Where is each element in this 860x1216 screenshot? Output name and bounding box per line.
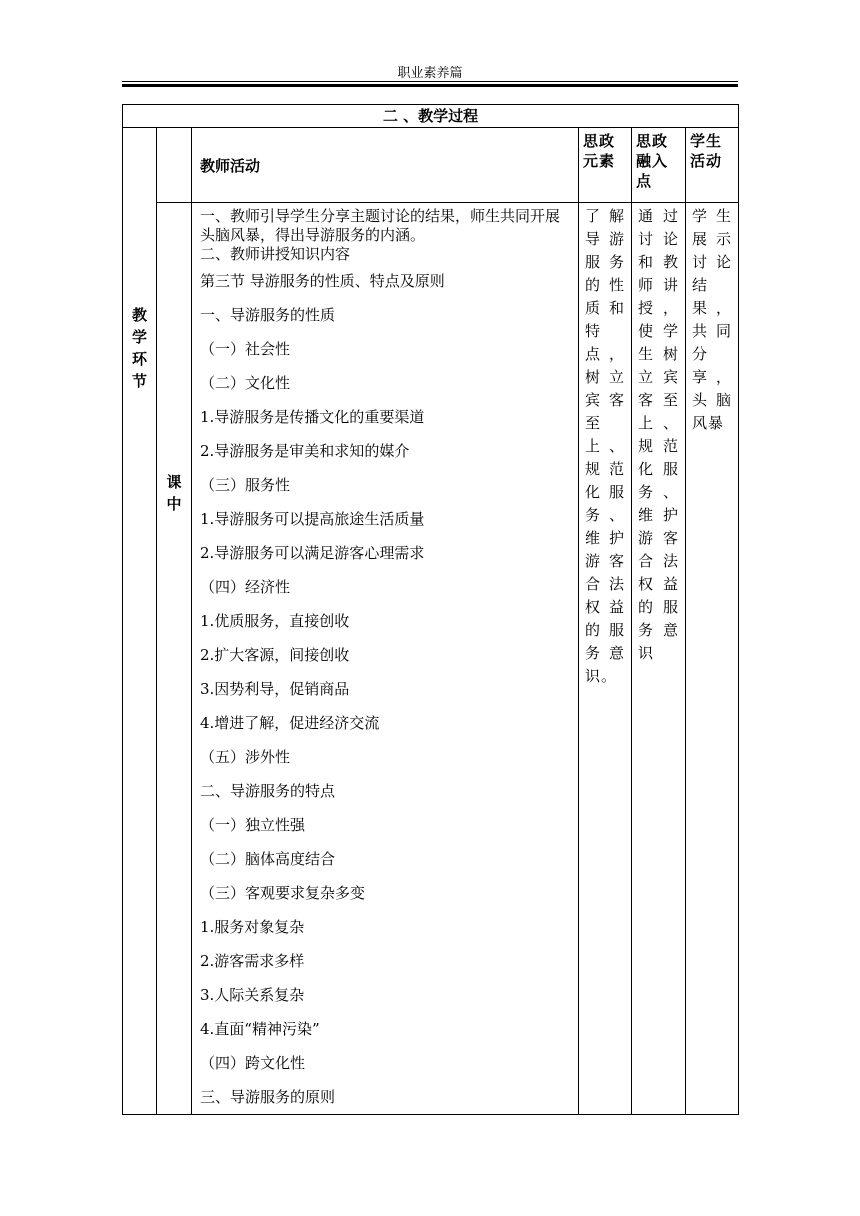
content-line: （一）社会性 [200,340,291,358]
stage-header-empty [157,128,192,203]
content-line: 2.游客需求多样 [200,952,305,970]
content-line: （一）独立性强 [200,816,306,834]
section-title: 二 、教学过程 [123,105,739,128]
content-line: 1.服务对象复杂 [200,918,305,936]
teaching-process-table [122,104,739,1115]
content-line: 4.直面“精神污染” [200,1020,320,1038]
content-line: 1.导游服务是传播文化的重要渠道 [200,408,425,426]
content-line: （五）涉外性 [200,748,291,766]
content-line: 1.导游服务可以提高旅途生活质量 [200,510,425,528]
col-header-integration: 思政融入点 [632,128,686,203]
content-line: （二）文化性 [200,374,291,392]
student-activity-cell: 学生展示讨论结果，共同分享，头脑风暴 [686,203,739,1115]
content-line: （三）客观要求复杂多变 [200,884,366,902]
intro-line: 二、教师讲授知识内容 [200,245,351,263]
content-line: 4.增进了解，促进经济交流 [200,714,380,732]
col-header-ideology: 思政元素 [579,128,632,203]
stage-inner-cell [157,203,192,1115]
intro-line: 一、教师引导学生分享主题讨论的结果，师生共同开展头脑风暴，得出导游服务的内涵。 [200,207,561,244]
content-line: 2.导游服务可以满足游客心理需求 [200,544,425,562]
ideology-element-cell: 了解导游服务的性质和特点，树立宾客至上、规范化服务、维护游客合法权益的服务意识。 [579,203,632,1115]
teacher-activity-cell [192,203,579,1115]
content-line: 2.扩大客源，间接创收 [200,646,350,664]
stage-inner-label: 课中 [166,473,182,513]
content-line: 三、导游服务的原则 [200,1088,336,1106]
stage-outer-label: 教学环节 [131,306,147,390]
content-line: 二、导游服务的特点 [200,782,336,800]
content-line: （三）服务性 [200,476,291,494]
page-header: 职业素养篇 [397,66,463,81]
integration-point-cell: 通过讨论和教师讲授，使学生树立宾客至上、规范化服务、维护游客合法权益的服务意识 [632,203,686,1115]
content-line: （四）经济性 [200,578,291,596]
content-line: 一、导游服务的性质 [200,306,336,324]
content-line: 2.导游服务是审美和求知的媒介 [200,442,410,460]
stage-outer-cell [123,128,157,1115]
content-line: （四）跨文化性 [200,1054,306,1072]
col-header-teacher: 教师活动 [192,128,579,203]
content-line: 3.因势利导，促销商品 [200,680,350,698]
col-header-student: 学生活动 [686,128,739,203]
header-rule-thin [122,81,738,82]
content-line: 3.人际关系复杂 [200,986,305,1004]
content-line: 第三节 导游服务的性质、特点及原则 [200,272,445,290]
header-rule-thick [122,84,738,87]
content-line: 1.优质服务，直接创收 [200,612,350,630]
content-line: （二）脑体高度结合 [200,850,336,868]
